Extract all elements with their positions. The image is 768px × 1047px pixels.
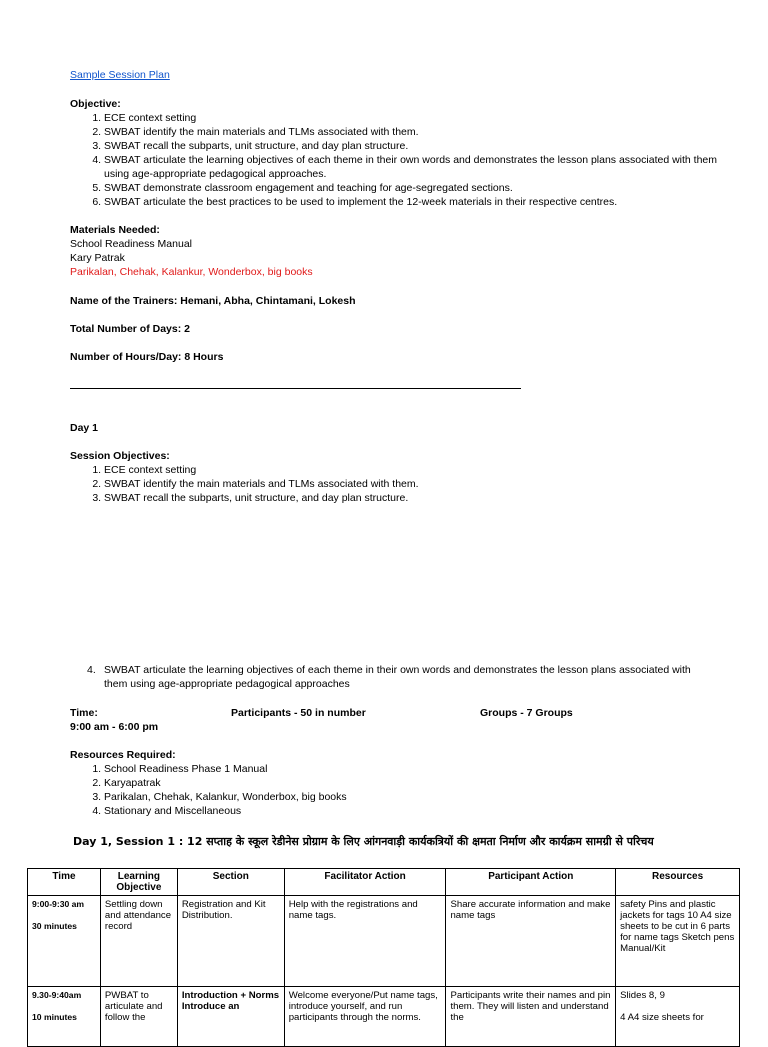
list-item: 2. SWBAT identify the main materials and TLMs associated with them. [104, 125, 720, 139]
list-item: SWBAT articulate the learning objectives of each theme in their own words and demonstrates the lesson plans associated with them using age-appropriate pedagogical approaches [104, 664, 691, 690]
objective-list [70, 111, 720, 209]
duration: 30 minutes [32, 921, 77, 931]
list-item-number: 4. [87, 664, 96, 676]
resources-cell [616, 987, 740, 1047]
resources-heading: Resources Required: [70, 749, 176, 761]
session-objectives-list [70, 463, 720, 505]
resource-line: Slides 8, 9 [620, 990, 665, 1001]
list-item: 3. SWBAT recall the subparts, unit structure, and day plan structure. [104, 139, 720, 153]
column-header: Participant Action [446, 869, 616, 896]
column-header: Section [177, 869, 284, 896]
material-item: School Readiness Manual [70, 238, 192, 250]
horizontal-divider [70, 388, 521, 389]
objective-section [70, 97, 720, 209]
facilitator-cell: Welcome everyone/Put name tags, introduce yourself, and run participants through the norms. [284, 987, 446, 1047]
list-item: 6. SWBAT articulate the best practices to be used to implement the 12-week materials in their respective centres. [104, 195, 720, 209]
session-heading: Day 1, Session 1 : 12 सप्ताह के स्कूल रेडीनेस प्रोग्राम के लिए आंगनवाड़ी कार्यकत्रियों की क्षमता निर्माण और कार्यक्रम सामग्री से परिचय [73, 835, 654, 848]
facilitator-cell: Help with the registrations and name tags. [284, 896, 446, 987]
duration: 10 minutes [32, 1012, 77, 1022]
column-header: Resources [616, 869, 740, 896]
column-header: Learning Objective [100, 869, 177, 896]
session-objectives-heading: Session Objectives: [70, 450, 170, 462]
table-row [28, 896, 740, 987]
time-value: 9:00 am - 6:00 pm [70, 721, 159, 733]
column-header: Time [28, 869, 101, 896]
section-title: Introduction + Norms [181, 990, 280, 1001]
materials-section [70, 223, 313, 279]
list-item: 2. Karyapatrak [104, 776, 347, 790]
resources-section [70, 748, 347, 818]
time-label: Time: [70, 707, 98, 719]
list-item: 4. Stationary and Miscellaneous [104, 804, 347, 818]
time-range: 9.30-9:40am [32, 990, 82, 1000]
resources-cell: safety Pins and plastic jackets for tags 10 A4 size sheets to be cut in 6 parts for name tags Sketch pens Manual/Kit [616, 896, 740, 987]
list-item: 1. School Readiness Phase 1 Manual [104, 762, 347, 776]
resource-line: 4 A4 size sheets for [620, 1012, 704, 1023]
day1-heading: Day 1 [70, 422, 99, 434]
groups-count: Groups - 7 Groups [480, 707, 573, 719]
material-item-highlight: Parikalan, Chehak, Kalankur, Wonderbox, big books [70, 266, 313, 278]
time-range: 9:00-9:30 am [32, 899, 85, 909]
section-cell [177, 987, 284, 1047]
list-item: 4. SWBAT articulate the learning objectives of each theme in their own words and demonstrates the lesson plans associated with them using age-appropriate pedagogical approaches. [104, 153, 720, 181]
time-cell [28, 987, 101, 1047]
objective-cell: Settling down and attendance record [100, 896, 177, 987]
session-objectives [70, 449, 720, 505]
section-subtitle: Introduce an [181, 1001, 240, 1012]
material-item: Kary Patrak [70, 252, 125, 264]
list-item: 3. Parikalan, Chehak, Kalankur, Wonderbox, big books [104, 790, 347, 804]
participant-cell: Share accurate information and make name tags [446, 896, 616, 987]
list-item: 5. SWBAT demonstrate classroom engagement and teaching for age-segregated sections. [104, 181, 720, 195]
objective-heading: Objective: [70, 98, 121, 110]
list-item: 3. SWBAT recall the subparts, unit structure, and day plan structure. [104, 491, 720, 505]
session-plan-table [27, 868, 740, 1047]
participant-cell: Participants write their names and pin them. They will listen and understand the [446, 987, 616, 1047]
objective-cell: PWBAT to articulate and follow the [100, 987, 177, 1047]
total-days-line: Total Number of Days: 2 [70, 323, 190, 335]
materials-heading: Materials Needed: [70, 224, 160, 236]
section-cell: Registration and Kit Distribution. [177, 896, 284, 987]
session-plan-link[interactable]: Sample Session Plan [70, 69, 170, 81]
list-item: 2. SWBAT identify the main materials and TLMs associated with them. [104, 477, 720, 491]
resources-list [70, 762, 347, 818]
hours-per-day-line: Number of Hours/Day: 8 Hours [70, 351, 224, 363]
list-item: 1. ECE context setting [104, 463, 720, 477]
list-item: 1. ECE context setting [104, 111, 720, 125]
column-header: Facilitator Action [284, 869, 446, 896]
table-row [28, 987, 740, 1047]
time-cell [28, 896, 101, 987]
trainers-line: Name of the Trainers: Hemani, Abha, Chintamani, Lokesh [70, 295, 356, 307]
table-header-row [28, 869, 740, 896]
participants-count: Participants - 50 in number [231, 707, 366, 719]
